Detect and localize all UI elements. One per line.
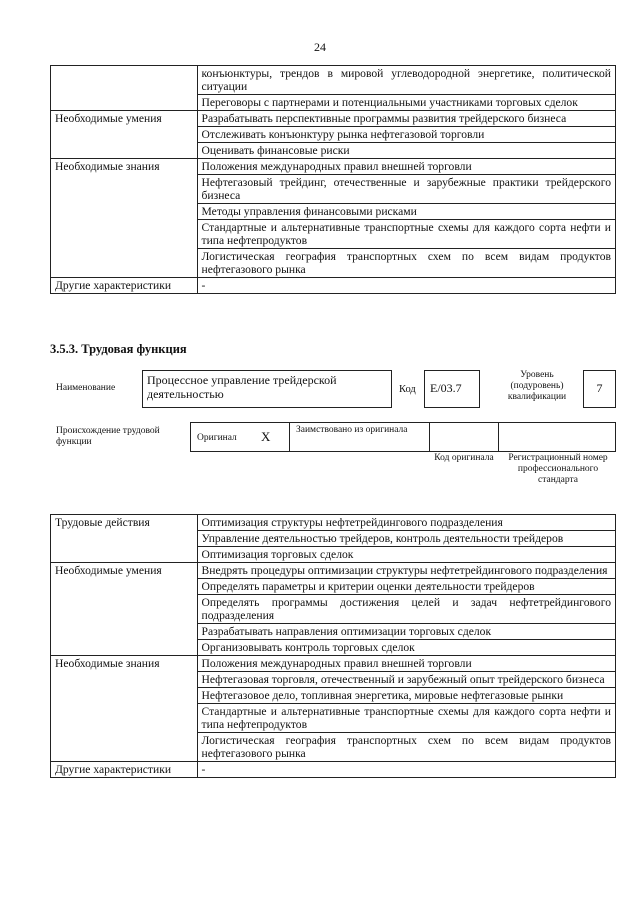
original-box <box>190 422 290 452</box>
row-value: Оценивать финансовые риски <box>197 143 615 159</box>
row-value: Положения международных правил внешней торговли <box>197 159 615 175</box>
name-value: Процессное управление трейдерской деятельностью <box>147 373 337 401</box>
row-value: Отслеживать конъюнктуру рынка нефтегазовой торговли <box>197 127 615 143</box>
row-value: Логистическая география транспортных схем по всем видам продуктов нефтегазового рынка <box>197 249 615 278</box>
name-label: Наименование <box>56 383 116 393</box>
row-value: Стандартные и альтернативные транспортные схемы для каждого сорта нефти и типа нефтепродуктов <box>197 704 615 733</box>
origin-label: Происхождение трудовой функции <box>56 426 160 447</box>
row-value: Нефтегазовое дело, топливная энергетика, мировые нефтегазовые рынки <box>197 688 615 704</box>
row-label: Необходимые знания <box>51 159 198 278</box>
section-title: 3.5.3. Трудовая функция <box>50 342 187 356</box>
qualification-table-top <box>50 65 616 294</box>
borrowed-label: Заимствовано из оригинала <box>296 425 408 435</box>
row-value: Оптимизация торговых сделок <box>197 547 615 563</box>
row-value: - <box>197 278 615 294</box>
row-value: Положения международных правил внешней торговли <box>197 656 615 672</box>
row-label: Необходимые знания <box>51 656 198 762</box>
code-original-box <box>429 422 499 452</box>
table-row <box>51 563 616 579</box>
table-row <box>51 278 616 294</box>
row-value: конъюнктуры, трендов в мировой углеводородной энергетике, политической ситуации <box>197 66 615 95</box>
row-label: Другие характеристики <box>51 278 198 294</box>
row-value: Переговоры с партнерами и потенциальными участниками торговых сделок <box>197 95 615 111</box>
row-value: Нефтегазовый трейдинг, отечественные и зарубежные практики трейдерского бизнеса <box>197 175 615 204</box>
row-value: Управление деятельностью трейдеров, контроль деятельности трейдеров <box>197 531 615 547</box>
row-value: Логистическая география транспортных схем по всем видам продуктов нефтегазового рынка <box>197 733 615 762</box>
qualification-table-bottom <box>50 514 616 778</box>
row-label: Другие характеристики <box>51 762 198 778</box>
original-mark: X <box>261 429 271 444</box>
level-label: Уровень (подуровень) квалификации <box>507 370 567 402</box>
code-original-label: Код оригинала <box>434 453 494 463</box>
table-row <box>51 111 616 127</box>
row-value: Определять программы достижения целей и задач нефтетрейдингового подразделения <box>197 595 615 624</box>
row-label: Необходимые умения <box>51 111 198 159</box>
row-label: Трудовые действия <box>51 515 198 563</box>
row-label <box>51 66 198 111</box>
row-value: Разрабатывать перспективные программы развития трейдерского бизнеса <box>197 111 615 127</box>
reg-number-box <box>498 422 616 452</box>
page-number: 24 <box>314 40 326 54</box>
table-row <box>51 159 616 175</box>
code-label: Код <box>399 384 416 395</box>
level-box <box>583 370 616 408</box>
table-row <box>51 762 616 778</box>
row-label: Необходимые умения <box>51 563 198 656</box>
original-label: Оригинал <box>197 433 237 443</box>
row-value: Разрабатывать направления оптимизации торговых сделок <box>197 624 615 640</box>
code-box <box>424 370 480 408</box>
row-value: Определять параметры и критерии оценки деятельности трейдеров <box>197 579 615 595</box>
reg-number-label: Регистрационный номер профессионального стандарта <box>508 453 608 485</box>
table-row <box>51 515 616 531</box>
row-value: Методы управления финансовыми рисками <box>197 204 615 220</box>
row-value: Нефтегазовая торговля, отечественный и зарубежный опыт трейдерского бизнеса <box>197 672 615 688</box>
row-value: Оптимизация структуры нефтетрейдингового подразделения <box>197 515 615 531</box>
row-value: Организовывать контроль торговых сделок <box>197 640 615 656</box>
table-row <box>51 66 616 95</box>
level-value: 7 <box>596 381 603 395</box>
row-value: Внедрять процедуры оптимизации структуры нефтетрейдингового подразделения <box>197 563 615 579</box>
table-row <box>51 656 616 672</box>
row-value: Стандартные и альтернативные транспортные схемы для каждого сорта нефти и типа нефтепродуктов <box>197 220 615 249</box>
borrowed-box <box>289 422 430 452</box>
name-box <box>142 370 392 408</box>
row-value: - <box>197 762 615 778</box>
code-value: E/03.7 <box>430 381 462 395</box>
